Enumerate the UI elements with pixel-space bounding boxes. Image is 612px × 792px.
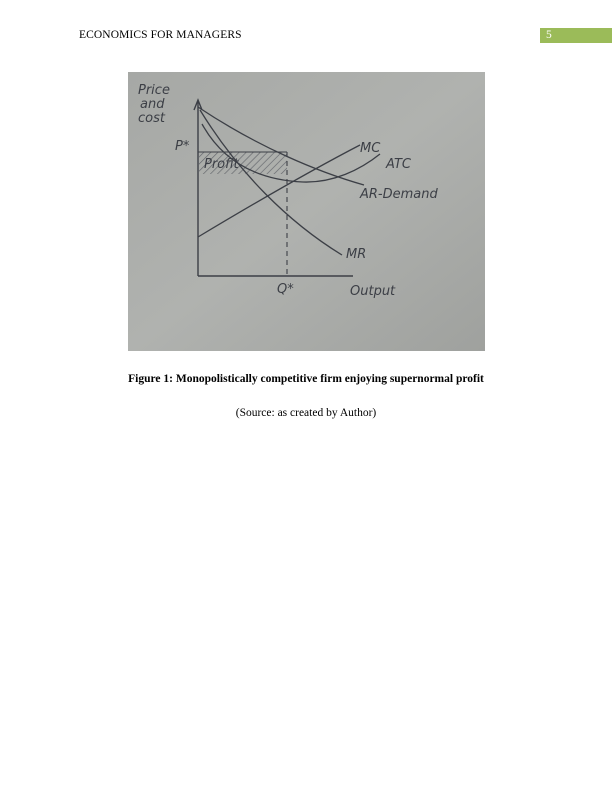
atc-label: ATC (386, 157, 411, 172)
hand-drawn-graph (128, 72, 485, 351)
quantity-marker-label: Q* (277, 282, 294, 297)
page-number: 5 (546, 29, 552, 41)
y-axis-label-line2: and (140, 97, 165, 112)
price-marker-label: P* (175, 139, 190, 154)
demand-label: AR-Demand (360, 187, 438, 202)
figure-source: (Source: as created by Author) (235, 407, 377, 419)
running-header: ECONOMICS FOR MANAGERS (79, 29, 242, 41)
page-number-badge (540, 28, 612, 43)
y-axis-label-line3: cost (138, 111, 165, 126)
y-axis-label-line1: Price (138, 83, 170, 98)
mr-label: MR (346, 247, 367, 262)
paper-background (128, 72, 485, 351)
figure-caption: Figure 1: Monopolistically competitive firm enjoying supernormal profit (128, 373, 484, 385)
figure-photo (128, 72, 485, 351)
mc-label: MC (360, 141, 381, 156)
x-axis-label: Output (350, 284, 396, 299)
profit-label: Profit (204, 157, 239, 172)
